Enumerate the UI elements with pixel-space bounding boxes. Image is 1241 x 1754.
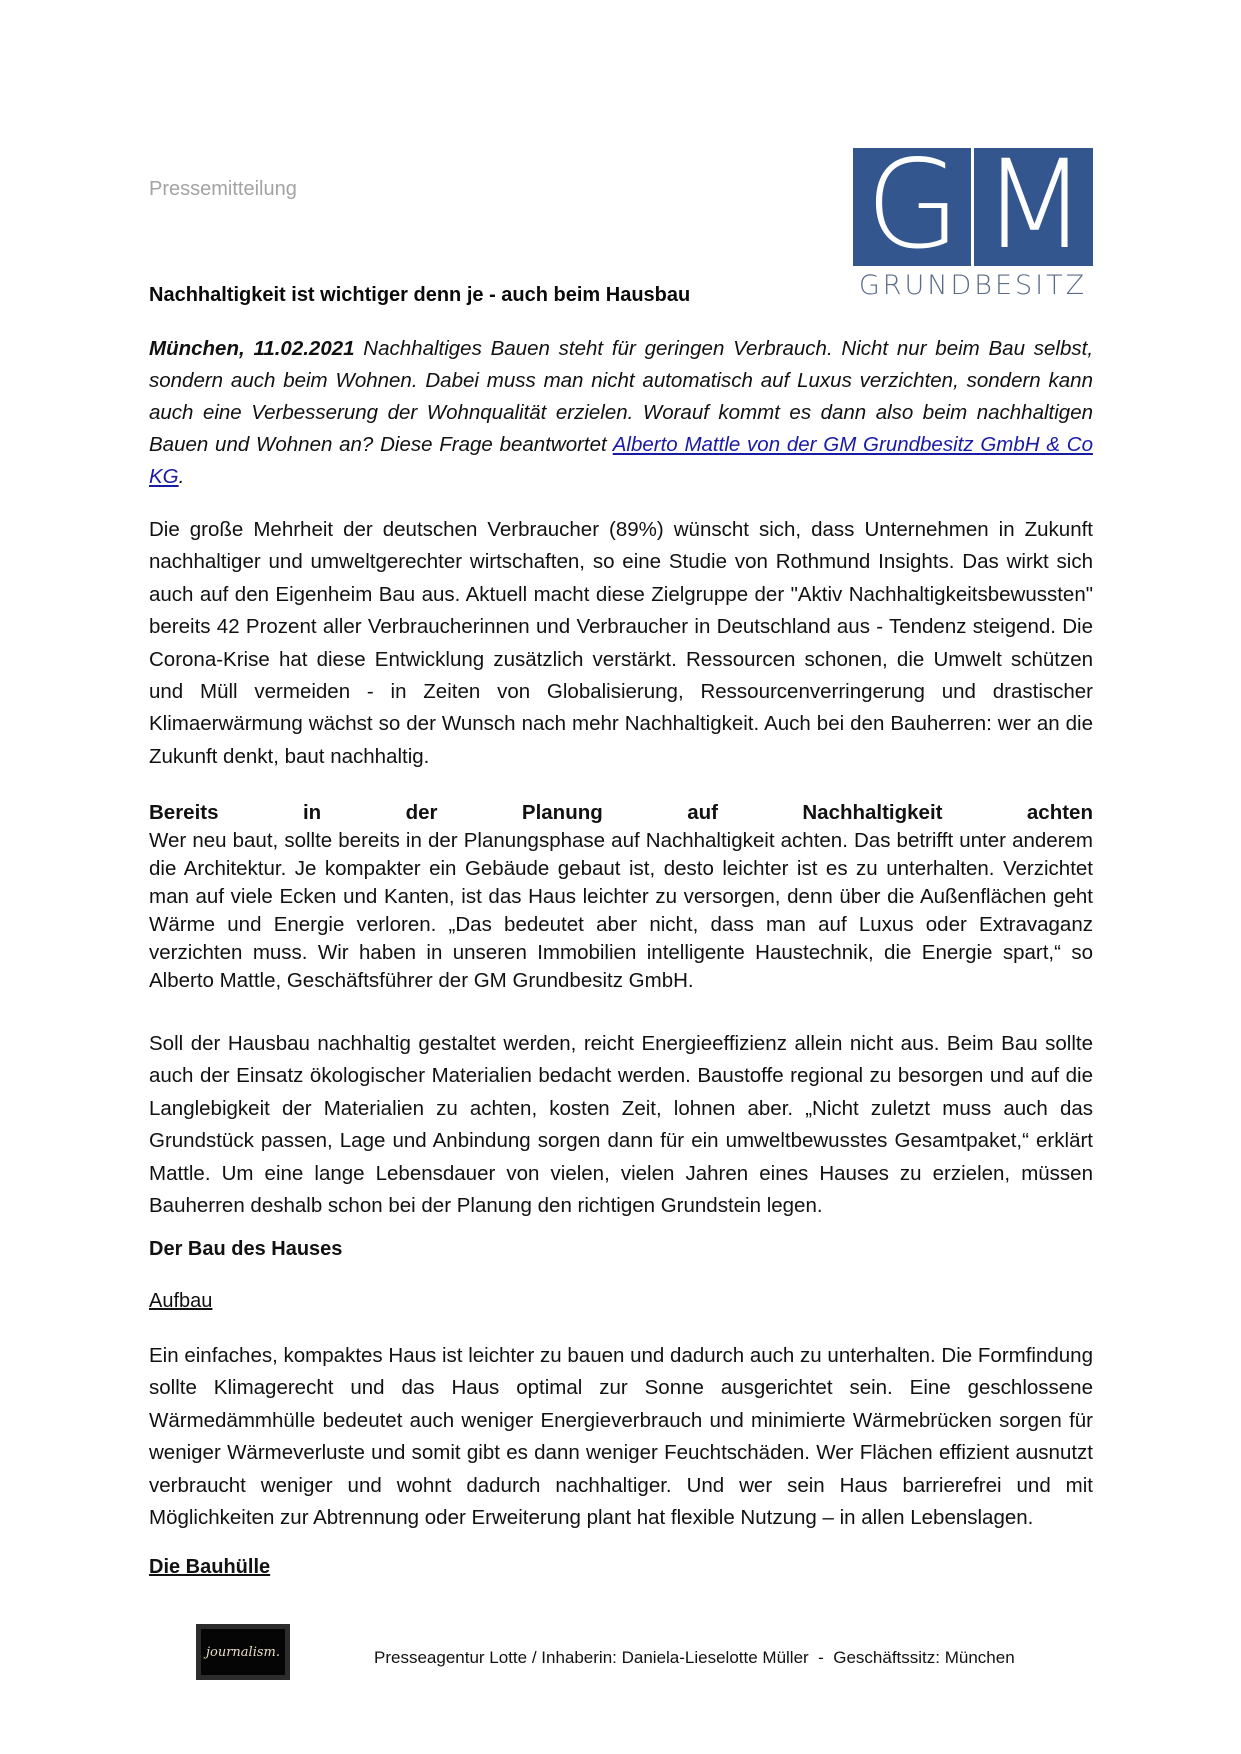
heading-word: Bereits <box>149 801 219 824</box>
logo-g-tile <box>853 134 971 276</box>
journalism-logo <box>196 1624 290 1680</box>
heading-building-envelope: Die Bauhülle <box>149 1556 271 1578</box>
paragraph-study: Die große Mehrheit der deutschen Verbraucher (89%) wünscht sich, dass Unternehmen in Zukunft nachhaltiger und umweltgerechter wirtschaften, so eine Studie von Rothmund Insights. Das wirkt sich auch auf den Eigenheim Bau aus. Aktuell macht diese Zielgruppe der "Aktiv Nachhaltigkeitsbewussten" bereits 42 Prozent aller Verbraucherinnen und Verbraucher in Deutschland aus - Tendenz steigend. Die Corona-Krise hat diese Entwicklung zusätzlich verstärkt. Ressourcen schonen, die Umwelt schützen und Müll vermeiden - in Zeiten von Globalisierung, Ressourcenverringerung und drastischer Klimaerwärmung wächst so der Wunsch nach mehr Nachhaltigkeit. Auch bei den Bauherren: wer an die Zukunft denkt, baut nachhaltig. <box>149 518 1093 768</box>
lead-end: . <box>178 465 185 488</box>
gm-grundbesitz-logo <box>853 134 1093 302</box>
document-title: Nachhaltigkeit ist wichtiger denn je - auch beim Hausbau <box>149 284 691 306</box>
journalism-logo-text: journalism. <box>201 1629 285 1675</box>
lead-text: Nachhaltiges Bauen steht für geringen Verbrauch. Nicht nur beim Bau selbst, sondern auch beim Wohnen. Dabei muss man nicht automatisch auf Luxus verzichten, sondern kann auch eine Verbesserung der Wohnqualität erzielen. Worauf kommt es dann also beim nachhaltigen Bauen und Wohnen an? Diese Frage beantwortet <box>149 337 1094 456</box>
company-link[interactable]: Alberto Mattle von der GM Grundbesitz GmbH & Co KG <box>149 433 1093 488</box>
heading-word: achten <box>1026 801 1093 824</box>
section-planning <box>149 799 1093 995</box>
heading-word: der <box>405 801 438 824</box>
heading-word: Nachhaltigkeit <box>802 801 943 824</box>
subheading-structure: Aufbau <box>149 1290 213 1312</box>
heading-word: in <box>302 801 322 824</box>
heading-construction: Der Bau des Hauses <box>149 1238 343 1260</box>
section-heading-planning <box>149 799 1093 827</box>
logo-letter-m: M <box>981 134 1086 276</box>
dateline: München, 11.02.2021 <box>149 337 355 360</box>
paragraph-structure: Ein einfaches, kompaktes Haus ist leichter zu bauen und dadurch auch zu unterhalten. Die Formfindung sollte Klimagerecht und das Haus optimal zur Sonne ausgerichtet sein. Eine geschlossene Wärmedämmhülle bedeutet auch weniger Energieverbrauch und minimierte Wärmebrücken sorgen für weniger Wärmeverluste und somit gibt es dann weniger Feuchtschäden. Wer Flächen effizient ausnutzt verbraucht weniger und wohnt dadurch nachhaltiger. Und wer sein Haus barrierefrei und mit Möglichkeiten zur Abtrennung oder Erweiterung plant hat flexible Nutzung – in allen Lebenslagen. <box>149 1344 1093 1530</box>
heading-word: auf <box>687 801 718 824</box>
lead-paragraph <box>149 333 1093 493</box>
heading-word: Planung <box>521 801 603 824</box>
logo-wordmark: GRUNDBESITZ <box>858 270 1088 301</box>
logo-letter-g: G <box>865 134 959 276</box>
paragraph-planning: Wer neu baut, sollte bereits in der Planungsphase auf Nachhaltigkeit achten. Das betrifft unter anderem die Architektur. Je kompakter ein Gebäude gebaut ist, desto leichter ist es zu unterhalten. Verzichtet man auf viele Ecken und Kanten, ist das Haus leichter zu versorgen, denn über die Außenflächen geht Wärme und Energie verloren. „Das bedeutet aber nicht, dass man auf Luxus oder Extravaganz verzichten muss. Wir haben in unseren Immobilien intelligente Haustechnik, die Energie spart,“ so Alberto Mattle, Geschäftsführer der GM Grundbesitz GmbH. <box>149 829 1093 992</box>
paragraph-materials: Soll der Hausbau nachhaltig gestaltet werden, reicht Energieeffizienz allein nicht aus. Beim Bau sollte auch der Einsatz ökologischer Materialien bedacht werden. Baustoffe regional zu besorgen und auf die Langlebigkeit der Materialien zu achten, kosten Zeit, lohnen aber. „Nicht zuletzt muss auch das Grundstück passen, Lage und Anbindung sorgen dann für ein umweltbewusstes Gesamtpaket,“ erklärt Mattle. Um eine lange Lebensdauer von vielen, vielen Jahren eines Hauses zu erzielen, müssen Bauherren deshalb schon bei der Planung den richtigen Grundstein legen. <box>149 1032 1093 1218</box>
press-release-label: Pressemitteilung <box>149 178 297 200</box>
logo-m-tile <box>974 134 1093 276</box>
footer-agency-info: Presseagentur Lotte / Inhaberin: Daniela-Lieselotte Müller - Geschäftssitz: München <box>374 1648 1015 1667</box>
